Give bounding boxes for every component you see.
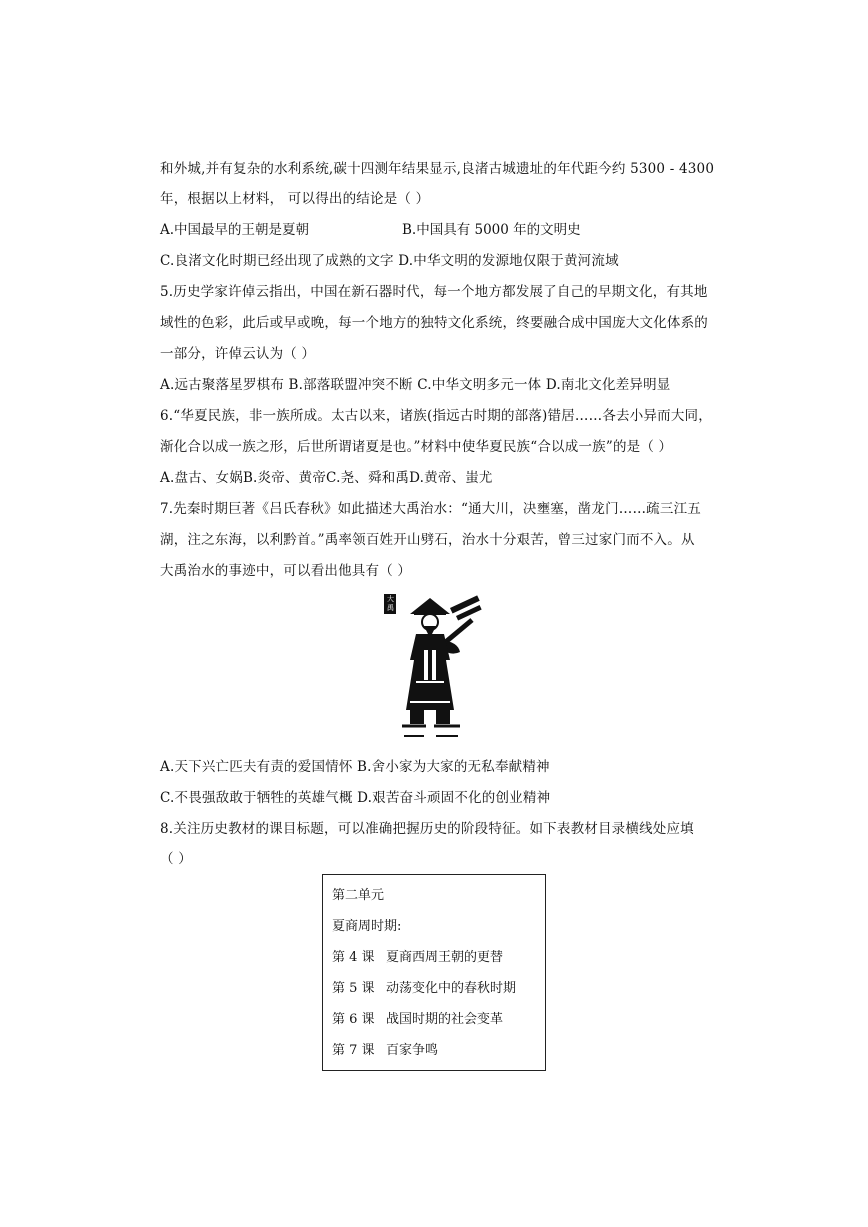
toc-lesson: [332, 980, 516, 998]
toc-lesson-number: 第 4 课: [332, 950, 375, 965]
toc-unit: 第二单元: [332, 888, 385, 903]
toc-lesson-number: 第 5 课: [332, 981, 375, 996]
q6-options: A.盘古、女娲B.炎帝、黄帝C.尧、舜和禹D.黄帝、蚩尤: [160, 470, 493, 486]
q5-stem-line-3: 一部分，许倬云认为（ ）: [160, 346, 316, 362]
toc-lesson: [332, 1042, 438, 1060]
toc-period: 夏商周时期:: [332, 919, 402, 934]
q6-stem-line-1: 6.“华夏民族，非一族所成。太古以来，诸族(指远古时期的部落)错居……各去小异而大同，: [160, 408, 712, 424]
q7-stem-line-3: 大禹治水的事迹中，可以看出他具有（ ）: [160, 563, 412, 579]
q5-stem-line-1: 5.历史学家许倬云指出，中国在新石器时代，每一个地方都发展了自己的早期文化，有其地: [160, 284, 708, 300]
yu-figure-icon: [380, 590, 490, 740]
toc-lesson-number: 第 6 课: [332, 1012, 375, 1027]
q4-options-cd: C.良渚文化时期已经出现了成熟的文字 D.中华文明的发源地仅限于黄河流域: [160, 253, 619, 269]
q7-options-ab: A.天下兴亡匹夫有责的爱国情怀 B.舍小家为大家的无私奉献精神: [160, 759, 550, 775]
q6-stem-line-2: 渐化合以成一族之形，后世所谓诸夏是也。”材料中使华夏民族“合以成一族”的是（ ）: [160, 439, 673, 455]
q7-stem-line-2: 湖，注之东海，以利黔首。”禹率领百姓开山劈石，治水十分艰苦，曾三过家门而不入。从: [160, 532, 695, 548]
toc-lesson-title: 动荡变化中的春秋时期: [386, 981, 517, 996]
textbook-toc-box: [322, 874, 546, 1071]
q4-option-a: A.中国最早的王朝是夏朝: [160, 222, 310, 238]
toc-lesson-title: 战国时期的社会变革: [386, 1012, 504, 1027]
toc-lesson: [332, 949, 503, 967]
q4-stem-line-1: 和外城,并有复杂的水利系统,碳十四测年结果显示,良渚古城遗址的年代距今约 5300 - 4300: [160, 161, 715, 177]
toc-lesson: [332, 1011, 503, 1029]
toc-lesson-title: 百家争鸣: [386, 1043, 439, 1058]
q7-options-cd: C.不畏强敌敢于牺牲的英雄气概 D.艰苦奋斗顽固不化的创业精神: [160, 790, 551, 806]
toc-lesson-number: 第 7 课: [332, 1043, 375, 1058]
q5-stem-line-2: 域性的色彩，此后或早或晚，每一个地方的独特文化系统，终要融合成中国庞大文化体系的: [160, 315, 708, 331]
yu-figure-illustration: [380, 590, 490, 740]
q8-stem-line-1: 8.关注历史教材的课目标题，可以准确把握历史的阶段特征。如下表教材目录横线处应填: [160, 821, 694, 837]
figure-label: 大禹: [387, 595, 394, 612]
q5-options: A.远古聚落星罗棋布 B.部落联盟冲突不断 C.中华文明多元一体 D.南北文化差异明显: [160, 377, 671, 393]
q4-option-b: B.中国具有 5000 年的文明史: [402, 222, 581, 238]
q8-stem-line-2: （ ）: [160, 851, 192, 867]
toc-lesson-title: 夏商西周王朝的更替: [386, 950, 504, 965]
q7-stem-line-1: 7.先秦时期巨著《吕氏春秋》如此描述大禹治水：“通大川，决壅塞，凿龙门……疏三江五: [160, 501, 701, 517]
q4-stem-line-2: 年，根据以上材料， 可以得出的结论是（ ）: [160, 191, 430, 207]
